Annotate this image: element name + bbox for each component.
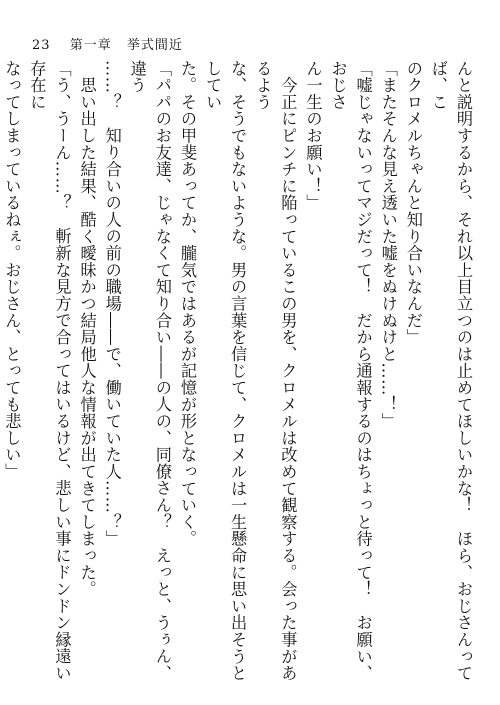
text-line: た。その甲斐あってか、朧気ではあるが記憶が形となっていく。 <box>177 60 197 548</box>
text-line: 今正にピンチに陥っているこの男を、クロメルは改めて観察する。会った事があるよう <box>253 60 298 682</box>
text-line: 「嘘じゃないってマジだって！ だから通報するのはちょっと待って！ お願い、おじさ <box>328 60 373 682</box>
section-title: 挙式間近 <box>126 38 183 53</box>
text-line: 思い出した結果、酷く曖昧かつ結局他人な情報が出てきてしまった。 <box>77 60 97 598</box>
text-line: なってしまっているねぇ。おじさん、とっても悲しい」 <box>2 60 22 480</box>
chapter-title: 第一章 <box>69 38 112 53</box>
text-line: ん一生のお願い！」 <box>303 60 323 212</box>
text-line: んと説明するから、それ以上目立つのは止めてほしいかな！ ほら、おじさんってば、こ <box>428 60 473 682</box>
text-line: な、そうでもないような。男の言葉を信じて、クロメルは一生懸命に思い出そうとしてい <box>203 60 248 682</box>
text-line: のクロメルちゃんと知り合いなんだ」 <box>403 60 423 346</box>
text-line: 「またそんな見え透いた嘘をぬけぬけと……！」 <box>378 60 398 430</box>
running-header <box>32 34 183 53</box>
page-number: 23 <box>32 38 51 53</box>
text-line: 「パパのお友達、じゃなくて知り合い――の人の、同僚さん？ えっと、うぅん、違う <box>127 60 172 682</box>
text-line: 「う、うーん……？ 斬新な見方で合ってはいるけど、悲しい事にドンドン縁遠い存在に <box>27 60 72 682</box>
vertical-body-text <box>2 60 476 692</box>
text-line: ……？ 知り合いの人の前の職場――で、働いていた人……？」 <box>102 60 122 548</box>
